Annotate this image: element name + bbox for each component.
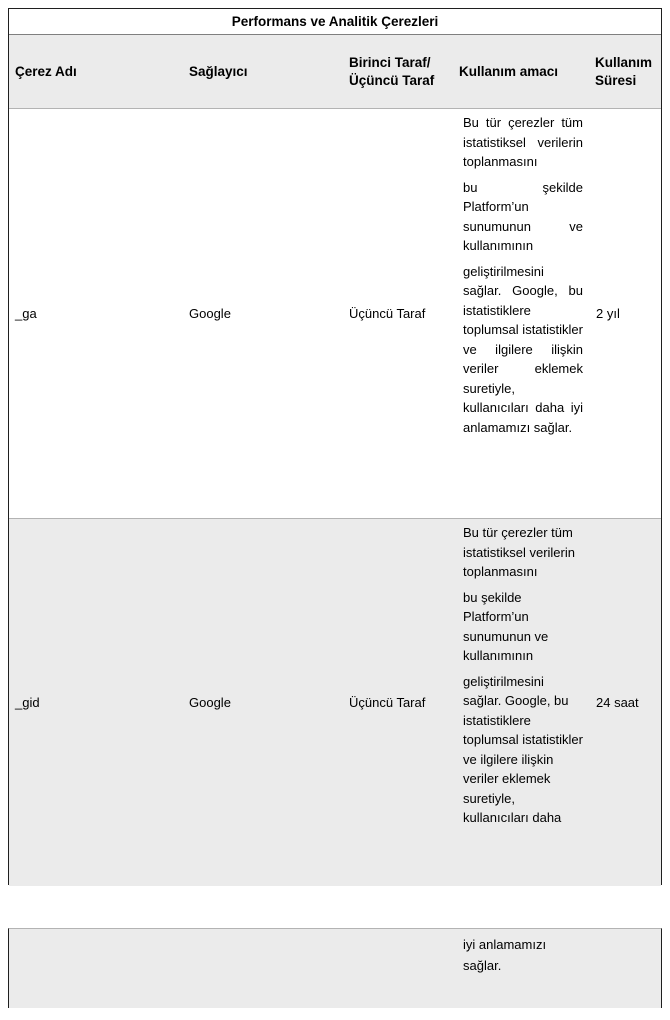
- duration-ga: 2 yıl: [596, 306, 620, 321]
- column-header-duration: Kullanım Süresi: [595, 54, 653, 88]
- cookie-name-ga: _ga: [15, 306, 37, 321]
- table-title: Performans ve Analitik Çerezleri: [9, 9, 661, 35]
- party-gid: Üçüncü Taraf: [349, 695, 426, 710]
- purpose-paragraph: geliştirilmesini sağlar. Google, bu istatistiklere toplumsal istatistikler ve ilgilere ilişkin veriler eklemek suretiyle, kullanıcıları daha: [463, 673, 583, 825]
- purpose-paragraph: Bu tür çerezler tüm istatistiksel verilerin toplanmasını: [463, 115, 583, 169]
- purpose-ga: [453, 109, 589, 518]
- table-row-gid: [9, 519, 661, 886]
- duration-gid: 24 saat: [596, 695, 639, 710]
- purpose-paragraph: bu şekilde Platform’un sunumunun ve kullanımının: [463, 179, 583, 253]
- provider-ga: Google: [189, 306, 231, 321]
- purpose-continuation: iyi anlamamızı sağlar.: [463, 937, 547, 973]
- purpose-paragraph: geliştirilmesini sağlar. Google, bu istatistiklere toplumsal istatistikler ve ilgilere ilişkin veriler eklemek suretiyle, kullanıcıları daha iyi anlamamızı sağlar.: [463, 263, 583, 435]
- table-row-ga: [9, 109, 661, 519]
- column-header-purpose: Kullanım amacı: [459, 63, 559, 79]
- cookie-name-gid: _gid: [15, 695, 40, 710]
- column-header-provider: Sağlayıcı: [189, 63, 248, 79]
- table-header-row: [9, 35, 661, 109]
- column-header-cookie-name: Çerez Adı: [15, 63, 77, 79]
- purpose-gid: [453, 519, 589, 886]
- party-ga: Üçüncü Taraf: [349, 306, 426, 321]
- column-header-party: Birinci Taraf/Üçüncü Taraf: [349, 54, 435, 88]
- purpose-paragraph: Bu tür çerezler tüm istatistiksel verilerin toplanmasını: [463, 525, 575, 579]
- purpose-paragraph: bu şekilde Platform’un sunumunun ve kullanımının: [463, 589, 549, 663]
- provider-gid: Google: [189, 695, 231, 710]
- cookie-table: [8, 8, 662, 885]
- table-continuation-fragment: [8, 928, 662, 1008]
